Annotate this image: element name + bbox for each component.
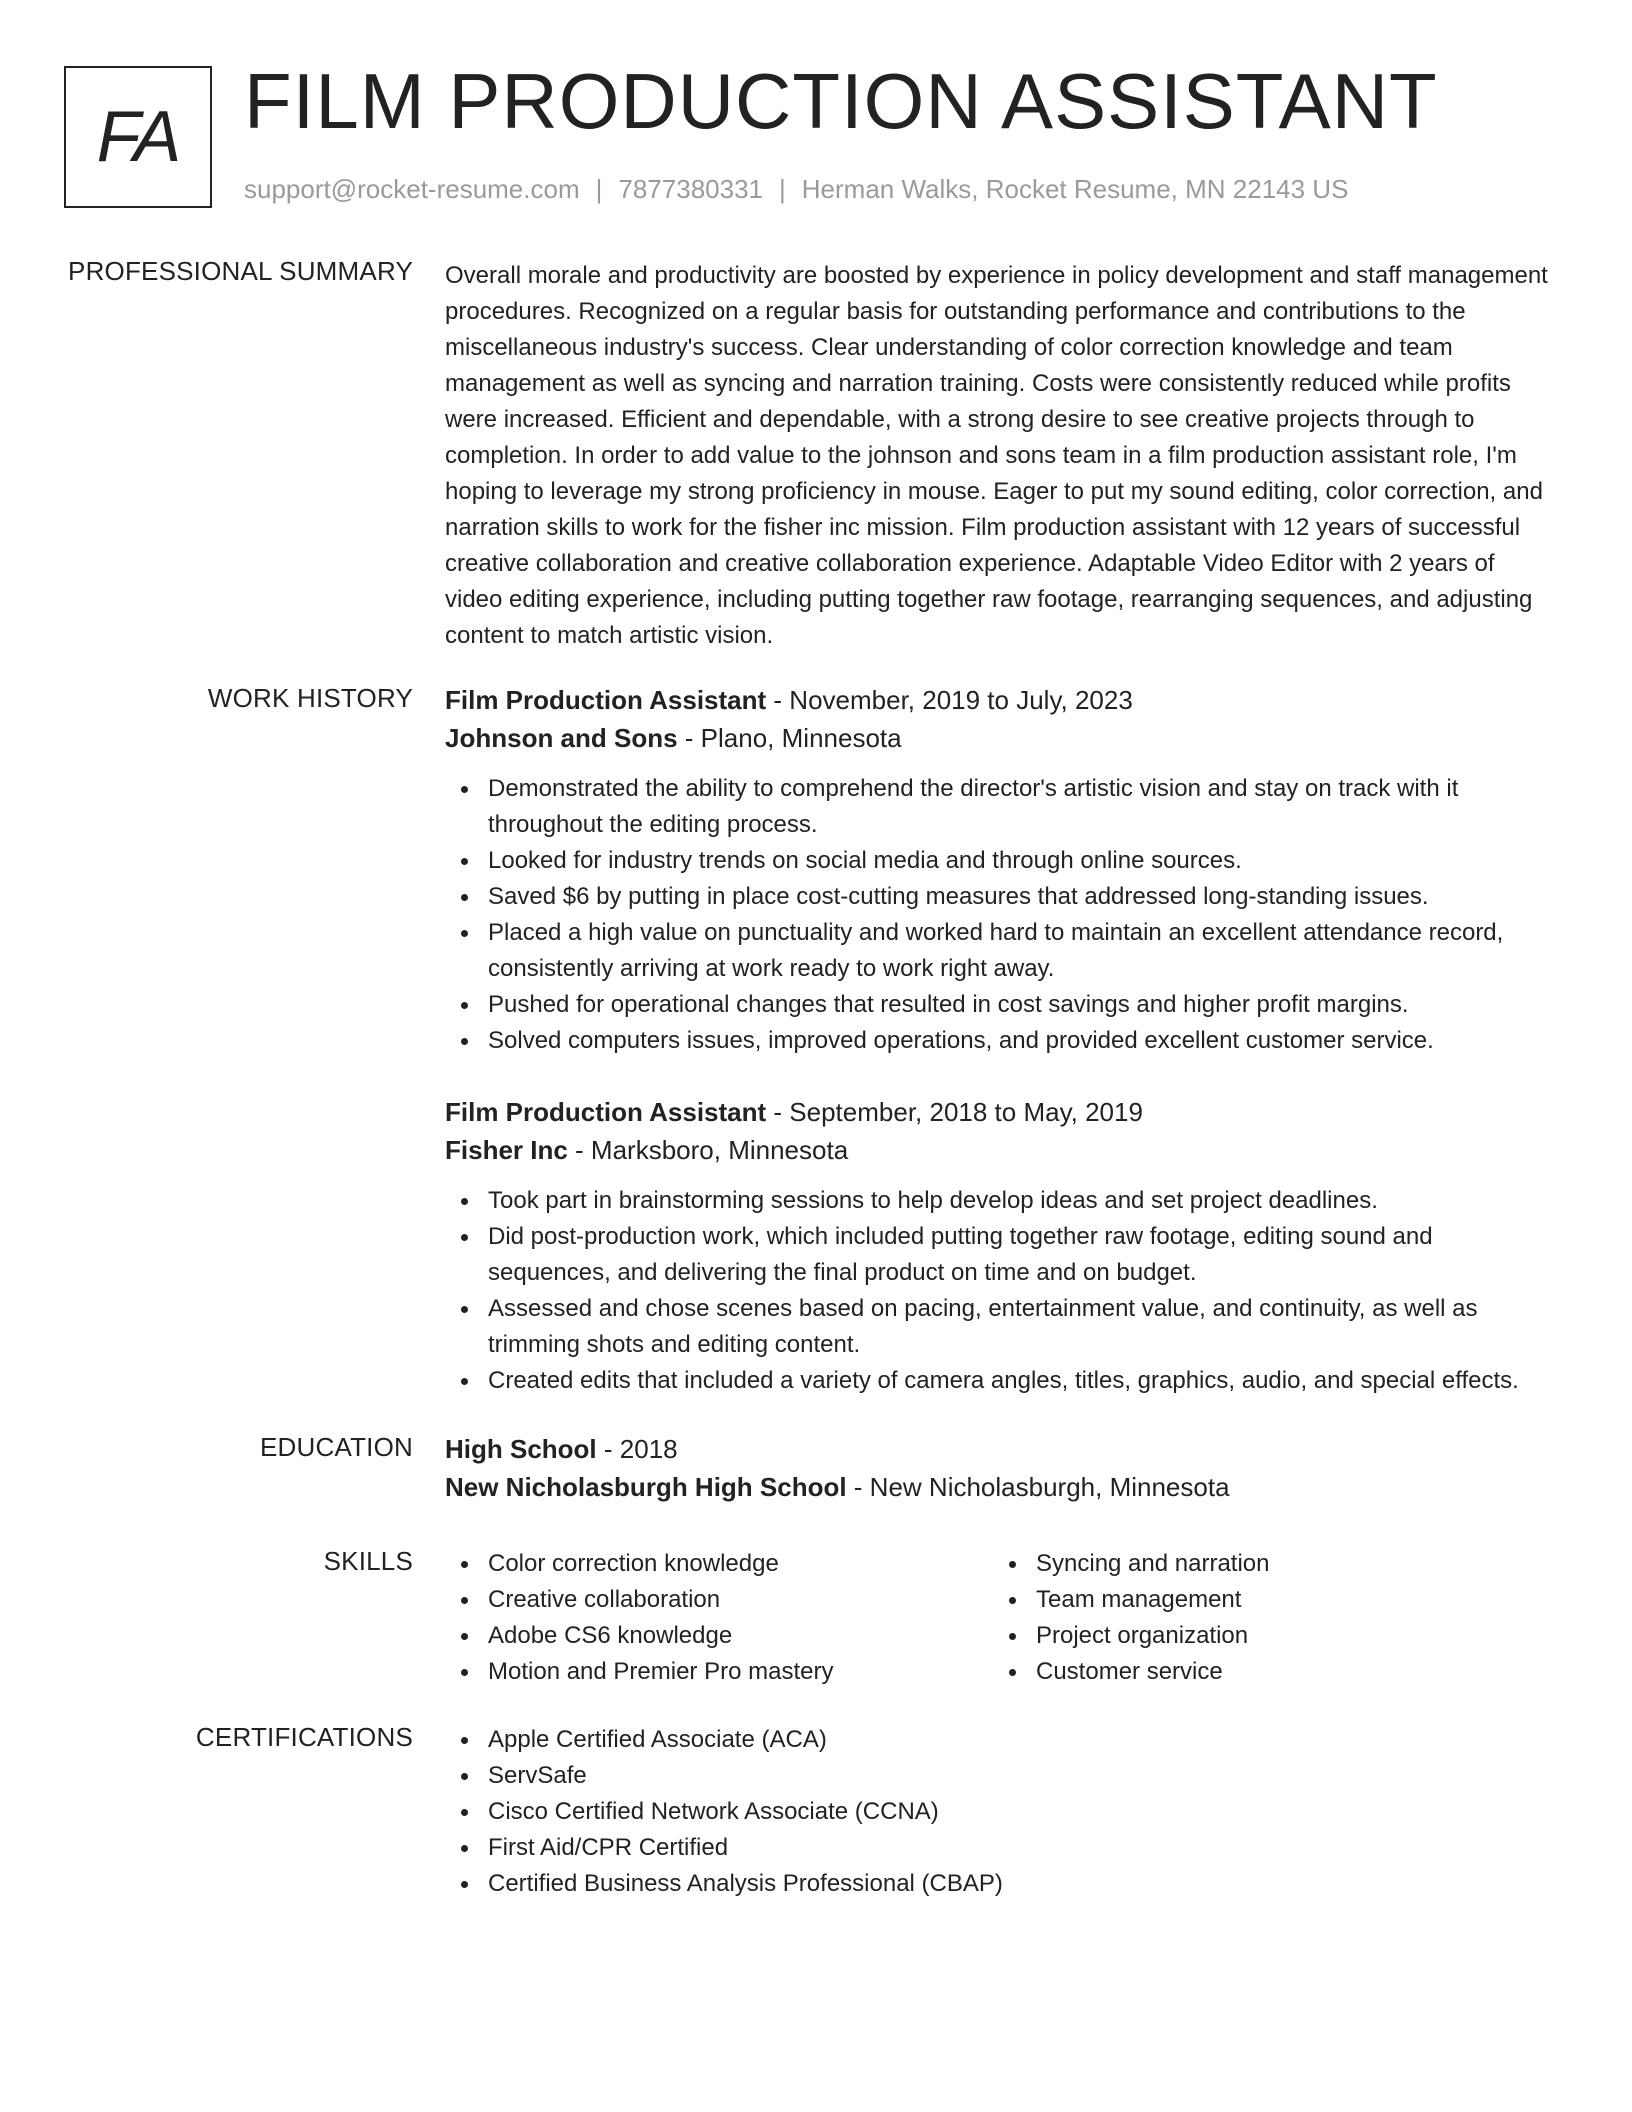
education-degree-line [445, 1430, 1555, 1468]
job-bullet: Placed a high value on punctuality and worked hard to maintain an excellent attendance record, consistently arriving at work ready to work right away. [445, 915, 1555, 987]
contact-line [244, 174, 1348, 205]
section-label-work-history: WORK HISTORY [207, 683, 413, 713]
job-bullet: Took part in brainstorming sessions to help develop ideas and set project deadlines. [445, 1183, 1555, 1219]
certification-item: Apple Certified Associate (ACA) [445, 1722, 1555, 1758]
contact-separator: | [779, 174, 786, 204]
section-label-skills: SKILLS [323, 1546, 413, 1576]
job-bullet: Saved $6 by putting in place cost-cutting measures that addressed long-standing issues. [445, 879, 1555, 915]
job-dates: - September, 2018 to May, 2019 [766, 1097, 1143, 1127]
job-company: Johnson and Sons [445, 723, 678, 753]
job-bullets [445, 771, 1555, 1059]
job-company-line [445, 719, 1555, 757]
section-label-certifications: CERTIFICATIONS [195, 1722, 413, 1752]
contact-phone: 7877380331 [618, 174, 763, 204]
certifications-body [445, 1722, 1555, 1902]
skill-item: Adobe CS6 knowledge [445, 1618, 993, 1654]
education-degree: High School [445, 1434, 597, 1464]
job-bullet: Assessed and chose scenes based on pacing, entertainment value, and continuity, as well as trimming shots and editing content. [445, 1291, 1555, 1363]
job-entry [445, 681, 1555, 1059]
job-bullet: Demonstrated the ability to comprehend the director's artistic vision and stay on track with it throughout the editing process. [445, 771, 1555, 843]
skills-grid [445, 1546, 1555, 1690]
skills-list-right [993, 1546, 1541, 1690]
section-label-summary: PROFESSIONAL SUMMARY [68, 256, 413, 286]
contact-email: support@rocket-resume.com [244, 174, 580, 204]
section-label-education: EDUCATION [260, 1432, 413, 1462]
job-company: Fisher Inc [445, 1135, 568, 1165]
skill-item: Creative collaboration [445, 1582, 993, 1618]
job-title: Film Production Assistant [445, 1097, 767, 1127]
job-bullets [445, 1183, 1555, 1399]
certification-item: Cisco Certified Network Associate (CCNA) [445, 1794, 1555, 1830]
work-history-body [445, 681, 1555, 1399]
job-company-line [445, 1131, 1555, 1169]
job-bullet: Did post-production work, which included putting together raw footage, editing sound and sequences, and delivering the final product on time and on budget. [445, 1219, 1555, 1291]
job-title: Film Production Assistant [445, 685, 767, 715]
job-bullet: Looked for industry trends on social media and through online sources. [445, 843, 1555, 879]
job-location: - Plano, Minnesota [677, 723, 902, 753]
education-school-line [445, 1468, 1555, 1506]
education-body [445, 1430, 1555, 1506]
job-title-line [445, 681, 1555, 719]
skills-body [445, 1546, 1555, 1690]
job-dates: - November, 2019 to July, 2023 [766, 685, 1133, 715]
skill-item: Syncing and narration [993, 1546, 1541, 1582]
skill-item: Motion and Premier Pro mastery [445, 1654, 993, 1690]
skill-item: Team management [993, 1582, 1541, 1618]
monogram-box [64, 66, 212, 208]
job-entry [445, 1093, 1555, 1399]
job-bullet: Pushed for operational changes that resulted in cost savings and higher profit margins. [445, 987, 1555, 1023]
job-title-line [445, 1093, 1555, 1131]
summary-text: Overall morale and productivity are boosted by experience in policy development and staff management procedures. Recognized on a regular basis for outstanding performance and contributions to the miscellaneous industry's success. Clear understanding of color correction knowledge and team management as well as syncing and narration training. Costs were consistently reduced while profits were increased. Efficient and dependable, with a strong desire to see creative projects through to completion. In order to add value to the johnson and sons team in a film production assistant role, I'm hoping to leverage my strong proficiency in mouse. Eager to put my sound editing, color correction, and narration skills to work for the fisher inc mission. Film production assistant with 12 years of successful creative collaboration and creative collaboration experience. Adaptable Video Editor with 2 years of video editing experience, including putting together raw footage, rearranging sequences, and adjusting content to match artistic vision. [445, 262, 1548, 649]
education-location: - New Nicholasburgh, Minnesota [846, 1472, 1230, 1502]
certification-item: Certified Business Analysis Professional (CBAP) [445, 1866, 1555, 1902]
resume-title: FILM PRODUCTION ASSISTANT [244, 57, 1438, 145]
job-bullet: Solved computers issues, improved operations, and provided excellent customer service. [445, 1023, 1555, 1059]
skill-item: Project organization [993, 1618, 1541, 1654]
contact-separator: | [595, 174, 603, 204]
job-location: - Marksboro, Minnesota [567, 1135, 849, 1165]
skills-list-left [445, 1546, 993, 1690]
job-bullet: Created edits that included a variety of camera angles, titles, graphics, audio, and special effects. [445, 1363, 1555, 1399]
certification-item: ServSafe [445, 1758, 1555, 1794]
education-year: - 2018 [596, 1434, 678, 1464]
contact-address: Herman Walks, Rocket Resume, MN 22143 US [801, 174, 1349, 204]
skill-item: Color correction knowledge [445, 1546, 993, 1582]
education-school: New Nicholasburgh High School [445, 1472, 847, 1502]
certifications-list [445, 1722, 1555, 1902]
certification-item: First Aid/CPR Certified [445, 1830, 1555, 1866]
monogram-initials: FA [96, 97, 180, 177]
skill-item: Customer service [993, 1654, 1541, 1690]
